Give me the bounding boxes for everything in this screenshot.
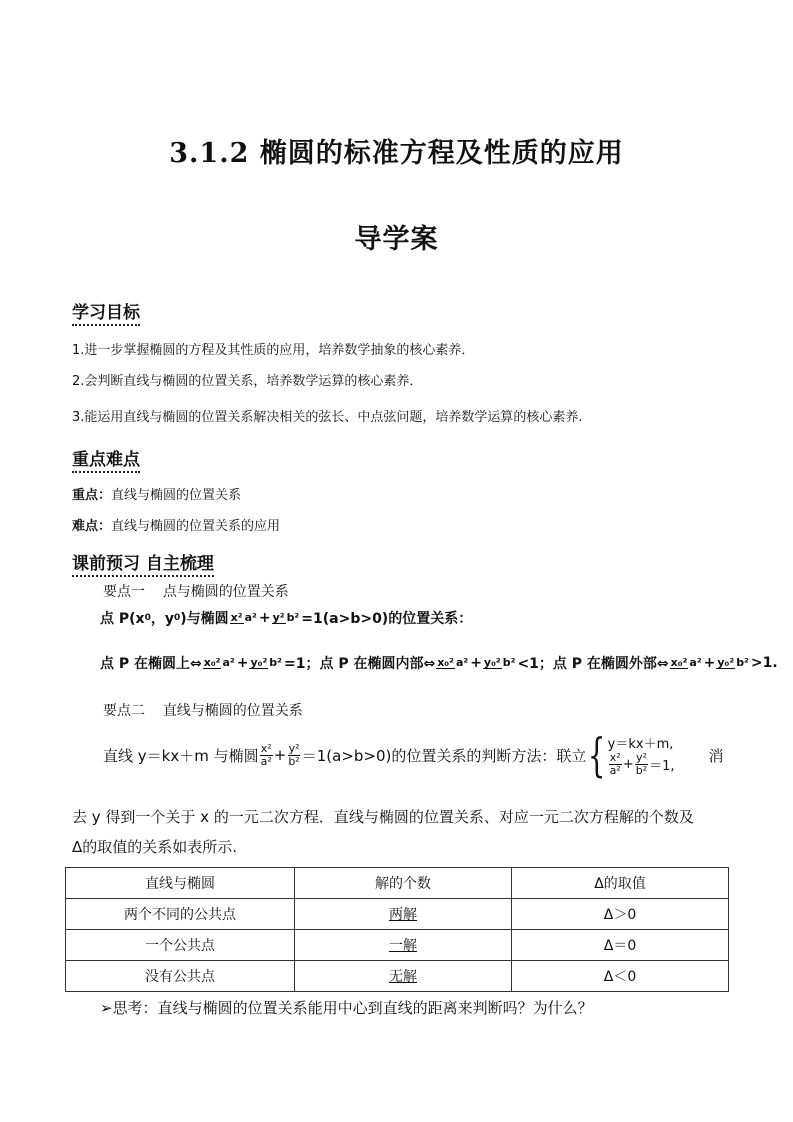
point2-title: 直线与椭圆的位置关系 [162, 703, 303, 719]
frac-num: x² [260, 741, 272, 755]
section-heading-key-points: 重点难点 [72, 445, 140, 473]
body-text: ＝1(a>b>0)的位置关系的判断方法：联立 [301, 746, 587, 765]
plus-sign: + [273, 746, 287, 764]
body-text: 直线 y＝kx＋m 与椭圆 [103, 746, 259, 765]
goal-item-2: 2.会判断直线与椭圆的位置关系，培养数学运算的核心素养． [72, 374, 423, 389]
table-header: Δ的取值 [512, 868, 729, 899]
fraction [609, 752, 622, 776]
frac-num: x₀² [203, 655, 221, 669]
fraction [260, 743, 273, 767]
system-line-2 [608, 752, 675, 776]
fraction [436, 657, 469, 670]
point1-label: 要点一 [103, 584, 145, 600]
frac-den: a² [609, 764, 621, 777]
eq-text: =1；点 P 在椭圆内部⇔ [283, 656, 436, 672]
frac-den: b² [288, 754, 300, 768]
section-heading-goals: 学习目标 [72, 298, 140, 326]
frac-den: b² [635, 764, 648, 777]
frac-num: x² [609, 751, 621, 765]
eq-text: )与椭圆 [180, 611, 229, 627]
eq-text: 点 P(x [100, 611, 145, 627]
table-row [66, 899, 729, 930]
point1-relation-line [100, 608, 472, 628]
hard-point-line [72, 515, 280, 534]
fraction [483, 657, 517, 670]
frac-num: y² [272, 610, 285, 624]
body-text: 消 [708, 746, 724, 765]
plus-sign: + [236, 655, 249, 671]
point1-conditions-line [100, 653, 778, 673]
table-cell: 两个不同的公共点 [66, 899, 295, 930]
line-ellipse-desc-1: 去 y 得到一个关于 x 的一元二次方程．直线与椭圆的位置关系、对应一元二次方程解的个数及 [72, 808, 694, 826]
eq-text: =1(a>b>0)的位置关系： [301, 611, 473, 627]
document-subtitle: 导学案 [354, 224, 439, 255]
frac-num: y₀² [717, 655, 735, 669]
frac-den: a² [222, 655, 235, 669]
goal-item-1: 1.进一步掌握椭圆的方程及其性质的应用，培养数学抽象的核心素养． [72, 343, 475, 358]
frac-num: y₀² [483, 655, 501, 669]
frac-den: b² [286, 610, 300, 624]
frac-num: y² [288, 741, 300, 755]
think-question: ➢思考：直线与椭圆的位置关系能用中心到直线的距离来判断吗？为什么？ [100, 999, 593, 1017]
fraction [670, 657, 703, 670]
eq-text: <1；点 P 在椭圆外部⇔ [517, 656, 669, 672]
table-cell: Δ＞0 [512, 899, 729, 930]
table-cell: 两解 [295, 899, 512, 930]
frac-den: a² [455, 655, 469, 669]
fraction [230, 612, 258, 625]
table-cell: 无解 [295, 961, 512, 992]
equation-system [608, 733, 675, 776]
frac-num: x² [230, 610, 243, 624]
relation-table [65, 867, 729, 992]
fraction [287, 743, 300, 767]
goal-item-3: 3.能运用直线与椭圆的位置关系解决相关的弦长、中点弦问题，培养数学运算的核心素养. [72, 410, 583, 425]
line-ellipse-method [103, 728, 724, 782]
fraction [272, 612, 301, 625]
key-label: 重点： [72, 488, 112, 503]
table-header: 解的个数 [295, 868, 512, 899]
frac-num: x₀² [437, 655, 454, 669]
frac-den: a² [260, 754, 272, 768]
eq-subscript: 0 [173, 613, 181, 623]
table-cell: 一个公共点 [66, 930, 295, 961]
fraction [203, 657, 236, 670]
plus-sign: + [622, 757, 634, 772]
fraction [716, 657, 750, 670]
table-row [66, 930, 729, 961]
fraction [249, 657, 283, 670]
key-point-line [72, 484, 241, 503]
point1-heading [103, 581, 289, 601]
table-header: 直线与椭圆 [66, 868, 295, 899]
plus-sign: + [258, 610, 271, 626]
frac-den: b² [736, 655, 749, 669]
table-cell: Δ＜0 [512, 961, 729, 992]
point2-heading [103, 700, 303, 720]
table-cell: 没有公共点 [66, 961, 295, 992]
frac-den: a² [689, 655, 702, 669]
frac-den: b² [269, 655, 282, 669]
body-text: ＝1, [649, 759, 675, 774]
hard-text: 直线与椭圆的位置关系的应用 [111, 519, 281, 534]
point1-title: 点与椭圆的位置关系 [162, 584, 289, 600]
plus-sign: + [470, 655, 482, 671]
line-ellipse-desc-2: Δ的取值的关系如表所示. [72, 838, 238, 856]
table-header-row [66, 868, 729, 899]
document-title: 3.1.2 椭圆的标准方程及性质的应用 [169, 138, 624, 169]
section-heading-preview: 课前预习 自主梳理 [72, 549, 214, 577]
frac-num: y₀² [250, 655, 268, 669]
system-line-1: y＝kx＋m, [607, 737, 674, 753]
table-row [66, 961, 729, 992]
frac-num: x₀² [670, 655, 688, 669]
eq-text: 点 P 在椭圆上⇔ [100, 656, 202, 672]
eq-subscript: 0 [144, 613, 151, 623]
frac-den: b² [502, 655, 516, 669]
fraction [635, 752, 648, 776]
plus-sign: + [703, 655, 716, 671]
hard-label: 难点： [72, 519, 112, 534]
key-text: 直线与椭圆的位置关系 [111, 488, 242, 503]
frac-den: a² [244, 610, 257, 624]
point2-label: 要点二 [103, 703, 145, 719]
eq-text: >1. [750, 655, 778, 671]
frac-num: y² [635, 751, 647, 765]
left-brace: { [588, 728, 606, 782]
table-cell: Δ＝0 [512, 930, 729, 961]
eq-text: ，y [150, 611, 174, 627]
table-cell: 一解 [295, 930, 512, 961]
